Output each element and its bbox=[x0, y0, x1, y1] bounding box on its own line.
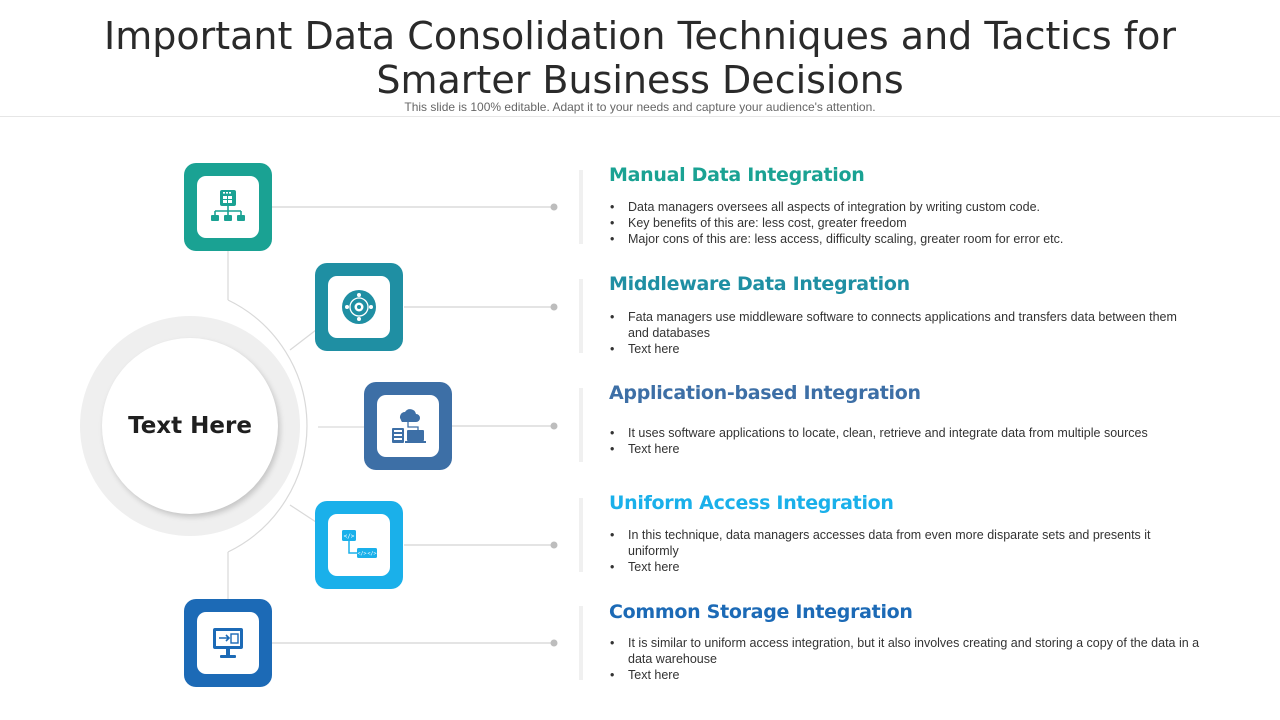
item-4-bullets bbox=[610, 527, 1190, 575]
list-item: • Key benefits of this are: less cost, greater freedom bbox=[610, 215, 1210, 231]
page-subtitle: This slide is 100% editable. Adapt it to your needs and capture your audience's attention. bbox=[404, 100, 876, 114]
list-item: • Text here bbox=[610, 667, 1210, 683]
cloud-server-icon bbox=[388, 406, 428, 446]
monitor-login-icon bbox=[208, 623, 248, 663]
item-1-bullets bbox=[610, 199, 1210, 247]
list-item: • Text here bbox=[610, 441, 1210, 457]
middleware-integration-icon-box bbox=[315, 263, 403, 351]
item-3-bullets bbox=[610, 425, 1210, 457]
list-item: • Fata managers use middleware software to connects applications and transfers data between them and databases bbox=[610, 309, 1185, 341]
center-label: Text Here bbox=[128, 413, 252, 439]
item-1-title: Manual Data Integration bbox=[609, 164, 865, 186]
list-item: • Text here bbox=[610, 341, 1185, 357]
separator-4 bbox=[579, 498, 583, 572]
svg-text:</>: </> bbox=[343, 533, 355, 540]
header-divider bbox=[0, 116, 1280, 117]
list-item: • Text here bbox=[610, 559, 1190, 575]
application-integration-icon-box bbox=[364, 382, 452, 470]
common-storage-icon-box bbox=[184, 599, 272, 687]
item-5-bullets bbox=[610, 635, 1210, 683]
item-2-title: Middleware Data Integration bbox=[609, 273, 910, 295]
code-flow-icon bbox=[339, 525, 379, 565]
page-title bbox=[0, 14, 1280, 102]
manual-integration-icon-box bbox=[184, 163, 272, 251]
item-4-title: Uniform Access Integration bbox=[609, 492, 894, 514]
org-chart-icon bbox=[208, 187, 248, 227]
uniform-access-icon-box bbox=[315, 501, 403, 589]
list-item: • It uses software applications to locate, clean, retrieve and integrate data from multiple sources bbox=[610, 425, 1210, 441]
svg-text:</>: </> bbox=[357, 551, 367, 557]
list-item: • Data managers oversees all aspects of integration by writing custom code. bbox=[610, 199, 1210, 215]
title-line-2: Smarter Business Decisions bbox=[376, 58, 904, 102]
item-5-title: Common Storage Integration bbox=[609, 601, 913, 623]
separator-5 bbox=[579, 606, 583, 680]
separator-3 bbox=[579, 388, 583, 462]
item-2-bullets bbox=[610, 309, 1185, 357]
separator-2 bbox=[579, 279, 583, 353]
center-circle bbox=[102, 338, 278, 514]
list-item: • It is similar to uniform access integration, but it also involves creating and storing a copy of the data in a data warehouse bbox=[610, 635, 1210, 667]
network-hub-icon bbox=[339, 287, 379, 327]
list-item: • Major cons of this are: less access, difficulty scaling, greater room for error etc. bbox=[610, 231, 1210, 247]
svg-text:</>: </> bbox=[367, 551, 377, 557]
separator-1 bbox=[579, 170, 583, 244]
item-3-title: Application-based Integration bbox=[609, 382, 921, 404]
title-line-1: Important Data Consolidation Techniques and Tactics for bbox=[104, 14, 1176, 58]
list-item: • In this technique, data managers accesses data from even more disparate sets and presents it uniformly bbox=[610, 527, 1190, 559]
